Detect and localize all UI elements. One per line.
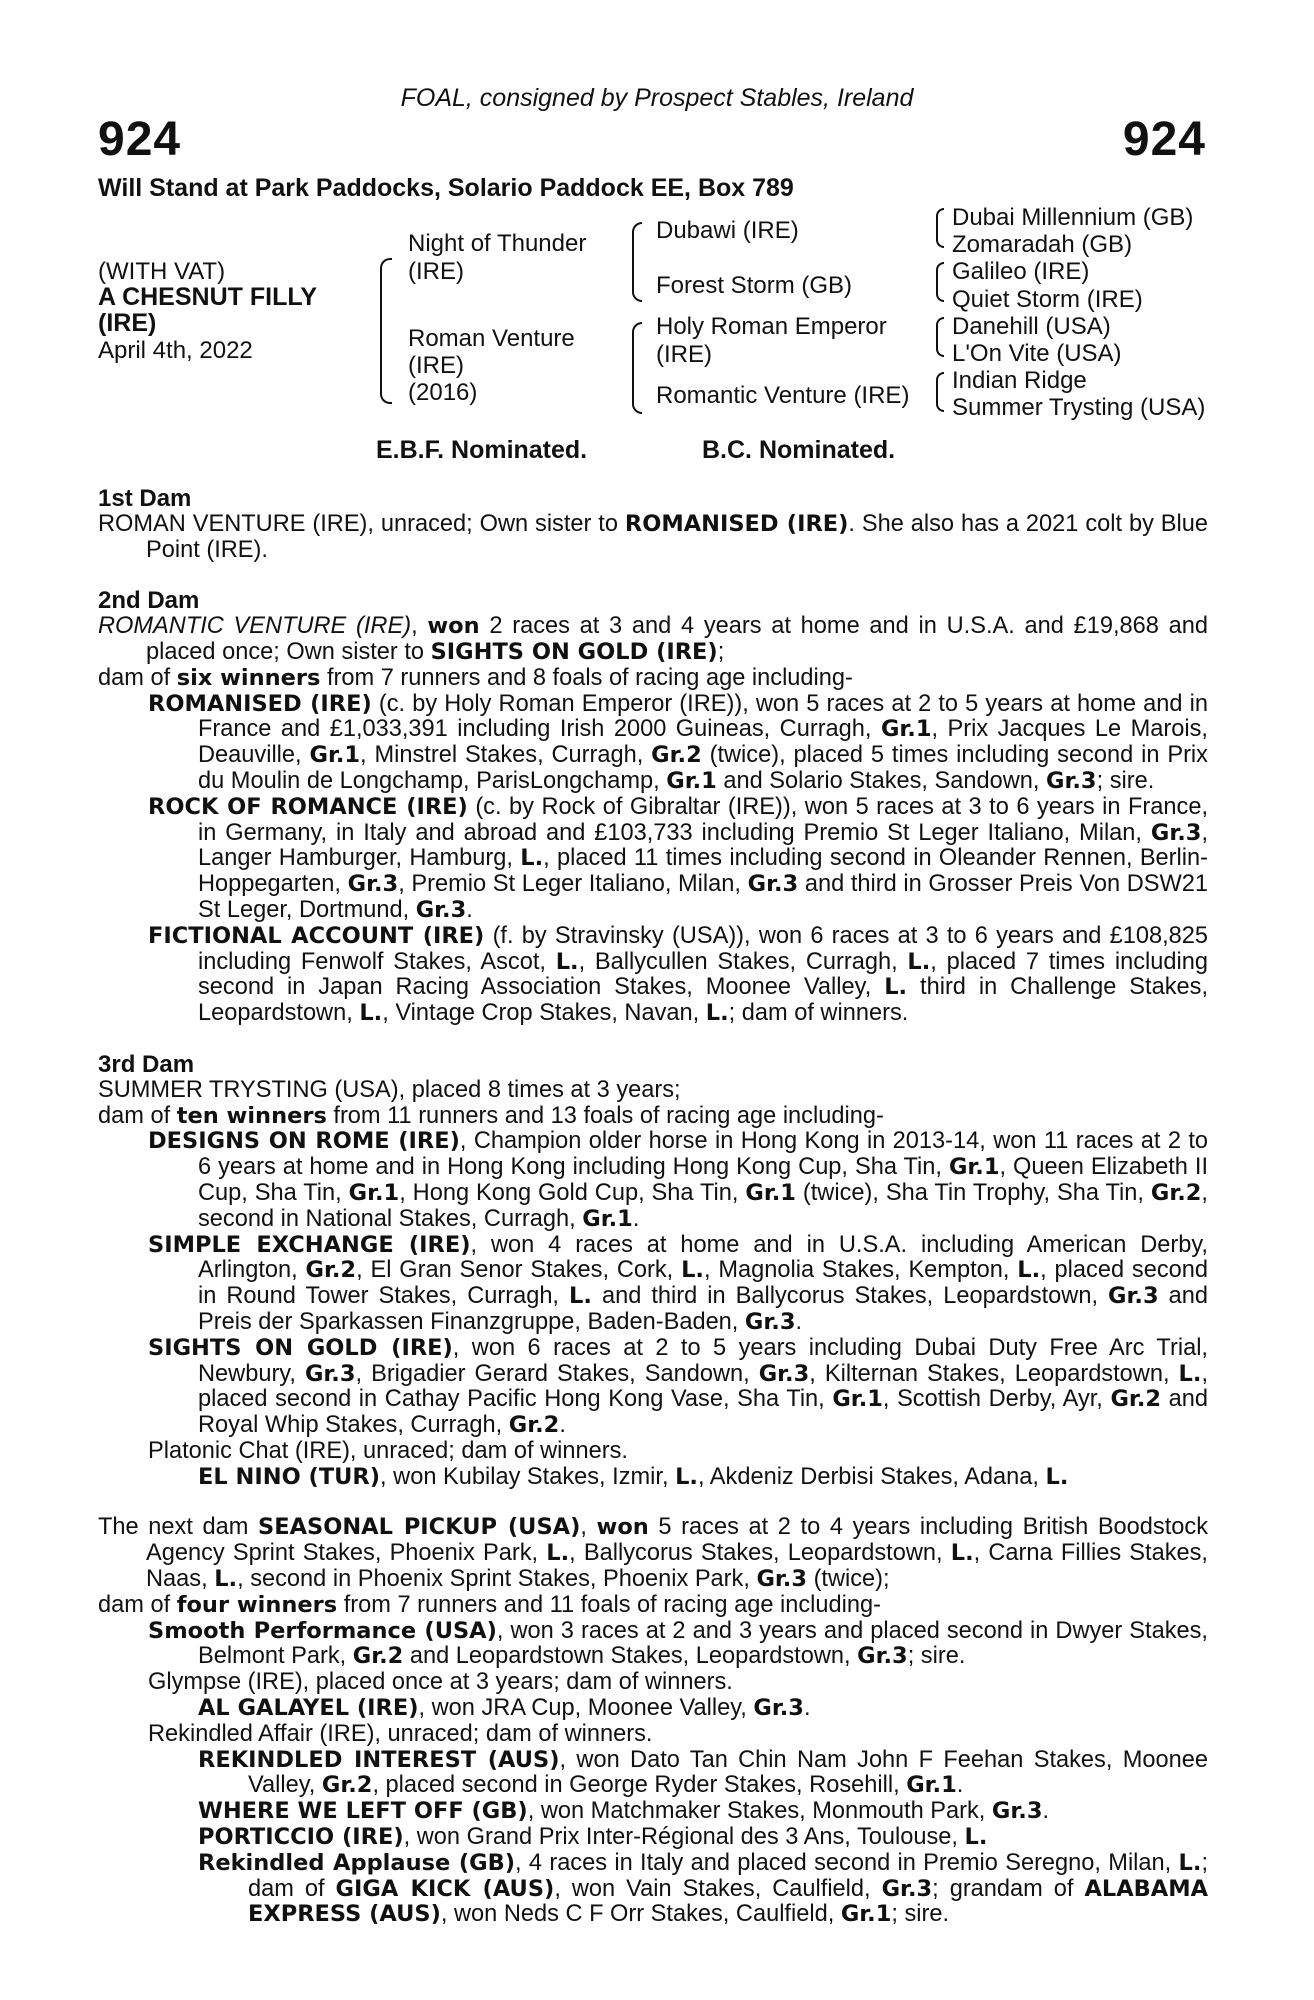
produce-glympse: Glympse (IRE), placed once at 3 years; dam of winners. (148, 1669, 733, 1696)
consignment-line: FOAL, consigned by Prospect Stables, Ireland (400, 84, 914, 112)
produce-rekindled-affair: Rekindled Affair (IRE), unraced; dam of winners. (148, 1720, 653, 1747)
dam-brace (632, 322, 642, 414)
bc-nominated: B.C. Nominated. (702, 436, 896, 464)
sire-country: (IRE) (408, 258, 464, 285)
produce-designs-on-rome: DESIGNS ON ROME (IRE), Champion older horse in Hong Kong in 2013-14, won 11 races at 2 to 6 years at home and in Hong Kong including Hong Kong Cup, Sha Tin, Gr.1, Queen Elizabeth II Cup, Sha Tin, Gr.1, Hong Kong Gold Cup, Sha Tin, Gr.1 (twice), Sha Tin Trophy, Sha Tin, Gr.2, second in National Stakes, Curragh, Gr.1. (148, 1128, 1209, 1232)
dam-dam: Romantic Venture (IRE) (656, 382, 910, 409)
gen3-4: Quiet Storm (IRE) (952, 286, 1143, 313)
gen3-6: L'On Vite (USA) (952, 340, 1122, 367)
produce-platonic-chat: Platonic Chat (IRE), unraced; dam of winners. (148, 1437, 628, 1464)
gen3-7: Indian Ridge (952, 367, 1087, 394)
pedigree-brace (380, 258, 392, 404)
vat-note: (WITH VAT) (98, 258, 226, 285)
gen3-8: Summer Trysting (USA) (952, 394, 1206, 421)
horse-name: A CHESNUT FILLY (98, 283, 317, 311)
second-dam-heading: 2nd Dam (98, 587, 200, 615)
gen3-brace-4 (936, 372, 944, 412)
third-dam-produce: dam of ten winners from 11 runners and 13 foals of racing age including- (98, 1102, 884, 1129)
gen3-brace-2 (936, 262, 944, 302)
produce-el-nino: EL NINO (TUR), won Kubilay Stakes, Izmir, L., Akdeniz Derbisi Stakes, Adana, L. (198, 1463, 1069, 1490)
third-dam-para: SUMMER TRYSTING (USA), placed 8 times at 3 years; (98, 1076, 681, 1103)
sire-sire: Dubawi (IRE) (656, 217, 799, 244)
second-dam-para: ROMANTIC VENTURE (IRE), won 2 races at 3 and 4 years at home and in U.S.A. and £19,868 and placed once; Own sister to SIGHTS ON GOLD (IRE); (98, 613, 1208, 665)
produce-porticcio: PORTICCIO (IRE), won Grand Prix Inter-Régional des 3 Ans, Toulouse, L. (198, 1824, 988, 1851)
sire-dam: Forest Storm (GB) (656, 272, 853, 299)
third-dam-heading: 3rd Dam (98, 1050, 195, 1078)
stabling-line: Will Stand at Park Paddocks, Solario Paddock EE, Box 789 (98, 174, 794, 202)
produce-romanised: ROMANISED (IRE) (c. by Holy Roman Emperor (IRE)), won 5 races at 2 to 5 years at home and in France and £1,033,391 including Irish 2000 Guineas, Curragh, Gr.1, Prix Jacques Le Marois, Deauville, Gr.1, Minstrel Stakes, Curragh, Gr.2 (twice), placed 5 times including second in Prix du Moulin de Longchamp, ParisLongchamp, Gr.1 and Solario Stakes, Sandown, Gr.3; sire. (148, 690, 1208, 794)
dam: Roman Venture (408, 325, 575, 352)
gen3-brace-1 (936, 208, 944, 248)
produce-rekindled-applause: Rekindled Applause (GB), 4 races in Italy and placed second in Premio Seregno, Milan, L.; dam of GIGA KICK (AUS), won Vain Stakes, Caulfield, Gr.3; grandam of ALABAMA EXPRESS (AUS), won Neds C F Orr Stakes, Caulfield, Gr.1; sire. (198, 1849, 1208, 1928)
produce-simple-exchange: SIMPLE EXCHANGE (IRE), won 4 races at home and in U.S.A. including American Derby, Arlington, Gr.2, El Gran Senor Stakes, Cork, L., Magnolia Stakes, Kempton, L., placed second in Round Tower Stakes, Curragh, L. and third in Ballycorus Stakes, Leopardstown, Gr.3 and Preis der Sparkassen Finanzgruppe, Baden-Baden, Gr.3. (148, 1231, 1209, 1335)
lot-number-right: 924 (1122, 113, 1206, 166)
foaling-date: April 4th, 2022 (98, 337, 253, 364)
dam-sire-country: (IRE) (656, 341, 712, 368)
sire-brace (632, 222, 642, 302)
second-dam-produce: dam of six winners from 7 runners and 8 foals of racing age including- (98, 664, 853, 691)
dam-year: (2016) (408, 379, 478, 406)
produce-record (98, 486, 1208, 1928)
first-dam-heading: 1st Dam (98, 485, 192, 512)
produce-fictional-account: FICTIONAL ACCOUNT (IRE) (f. by Stravinsky (USA)), won 6 races at 3 to 6 years and £108,825 including Fenwolf Stakes, Ascot, L., Ballycullen Stakes, Curragh, L., placed 7 times including second in Japan Racing Association Stakes, Moonee Valley, L. third in Challenge Stakes, Leopardstown, L., Vintage Crop Stakes, Navan, L.; dam of winners. (148, 922, 1209, 1027)
produce-where-we-left-off: WHERE WE LEFT OFF (GB), won Matchmaker Stakes, Monmouth Park, Gr.3. (198, 1798, 1050, 1825)
first-dam-para: ROMAN VENTURE (IRE), unraced; Own sister to ROMANISED (IRE). She also has a 2021 colt by Blue Point (IRE). (98, 510, 1208, 563)
ebf-nominated: E.B.F. Nominated. (376, 436, 588, 464)
gen3-brace-3 (936, 317, 944, 357)
gen3-2: Zomaradah (GB) (952, 231, 1133, 258)
dam-country: (IRE) (408, 352, 464, 379)
gen3-1: Dubai Millennium (GB) (952, 204, 1194, 231)
produce-rekindled-interest: REKINDLED INTEREST (AUS), won Dato Tan Chin Nam John F Feehan Stakes, Moonee Valley, Gr.2, placed second in George Ryder Stakes, Rosehill, Gr.1. (198, 1746, 1208, 1799)
lot-number-left: 924 (98, 113, 182, 166)
sire: Night of Thunder (408, 230, 587, 257)
horse-country: (IRE) (98, 309, 157, 337)
gen3-5: Danehill (USA) (952, 313, 1111, 340)
next-dam-para: The next dam SEASONAL PICKUP (USA), won 5 races at 2 to 4 years including British Boodstock Agency Sprint Stakes, Phoenix Park, L., Ballycorus Stakes, Leopardstown, L., Carna Fillies Stakes, Naas, L., second in Phoenix Sprint Stakes, Phoenix Park, Gr.3 (twice); (98, 1514, 1208, 1593)
next-dam-produce: dam of four winners from 7 runners and 11 foals of racing age including- (98, 1591, 882, 1618)
produce-sights-on-gold: SIGHTS ON GOLD (IRE), won 6 races at 2 to 5 years including Dubai Duty Free Arc Trial, Newbury, Gr.3, Brigadier Gerard Stakes, Sandown, Gr.3, Kilternan Stakes, Leopardstown, L., placed second in Cathay Pacific Hong Kong Vase, Sha Tin, Gr.1, Scottish Derby, Ayr, Gr.2 and Royal Whip Stakes, Curragh, Gr.2. (148, 1334, 1208, 1439)
dam-sire: Holy Roman Emperor (656, 313, 887, 340)
produce-al-galayel: AL GALAYEL (IRE), won JRA Cup, Moonee Valley, Gr.3. (198, 1695, 811, 1722)
produce-smooth-performance: Smooth Performance (USA), won 3 races at 2 and 3 years and placed second in Dwyer Stakes, Belmont Park, Gr.2 and Leopardstown Stakes, Leopardstown, Gr.3; sire. (148, 1617, 1208, 1670)
produce-rock-of-romance: ROCK OF ROMANCE (IRE) (c. by Rock of Gibraltar (IRE)), won 5 races at 3 to 6 years in France, in Germany, in Italy and abroad and £103,733 including Premio St Leger Italiano, Milan, Gr.3, Langer Hamburger, Hamburg, L., placed 11 times including second in Oleander Rennen, Berlin-Hoppegarten, Gr.3, Premio St Leger Italiano, Milan, Gr.3 and third in Grosser Preis Von DSW21 St Leger, Dortmund, Gr.3. (148, 793, 1209, 923)
gen3-3: Galileo (IRE) (952, 258, 1090, 285)
